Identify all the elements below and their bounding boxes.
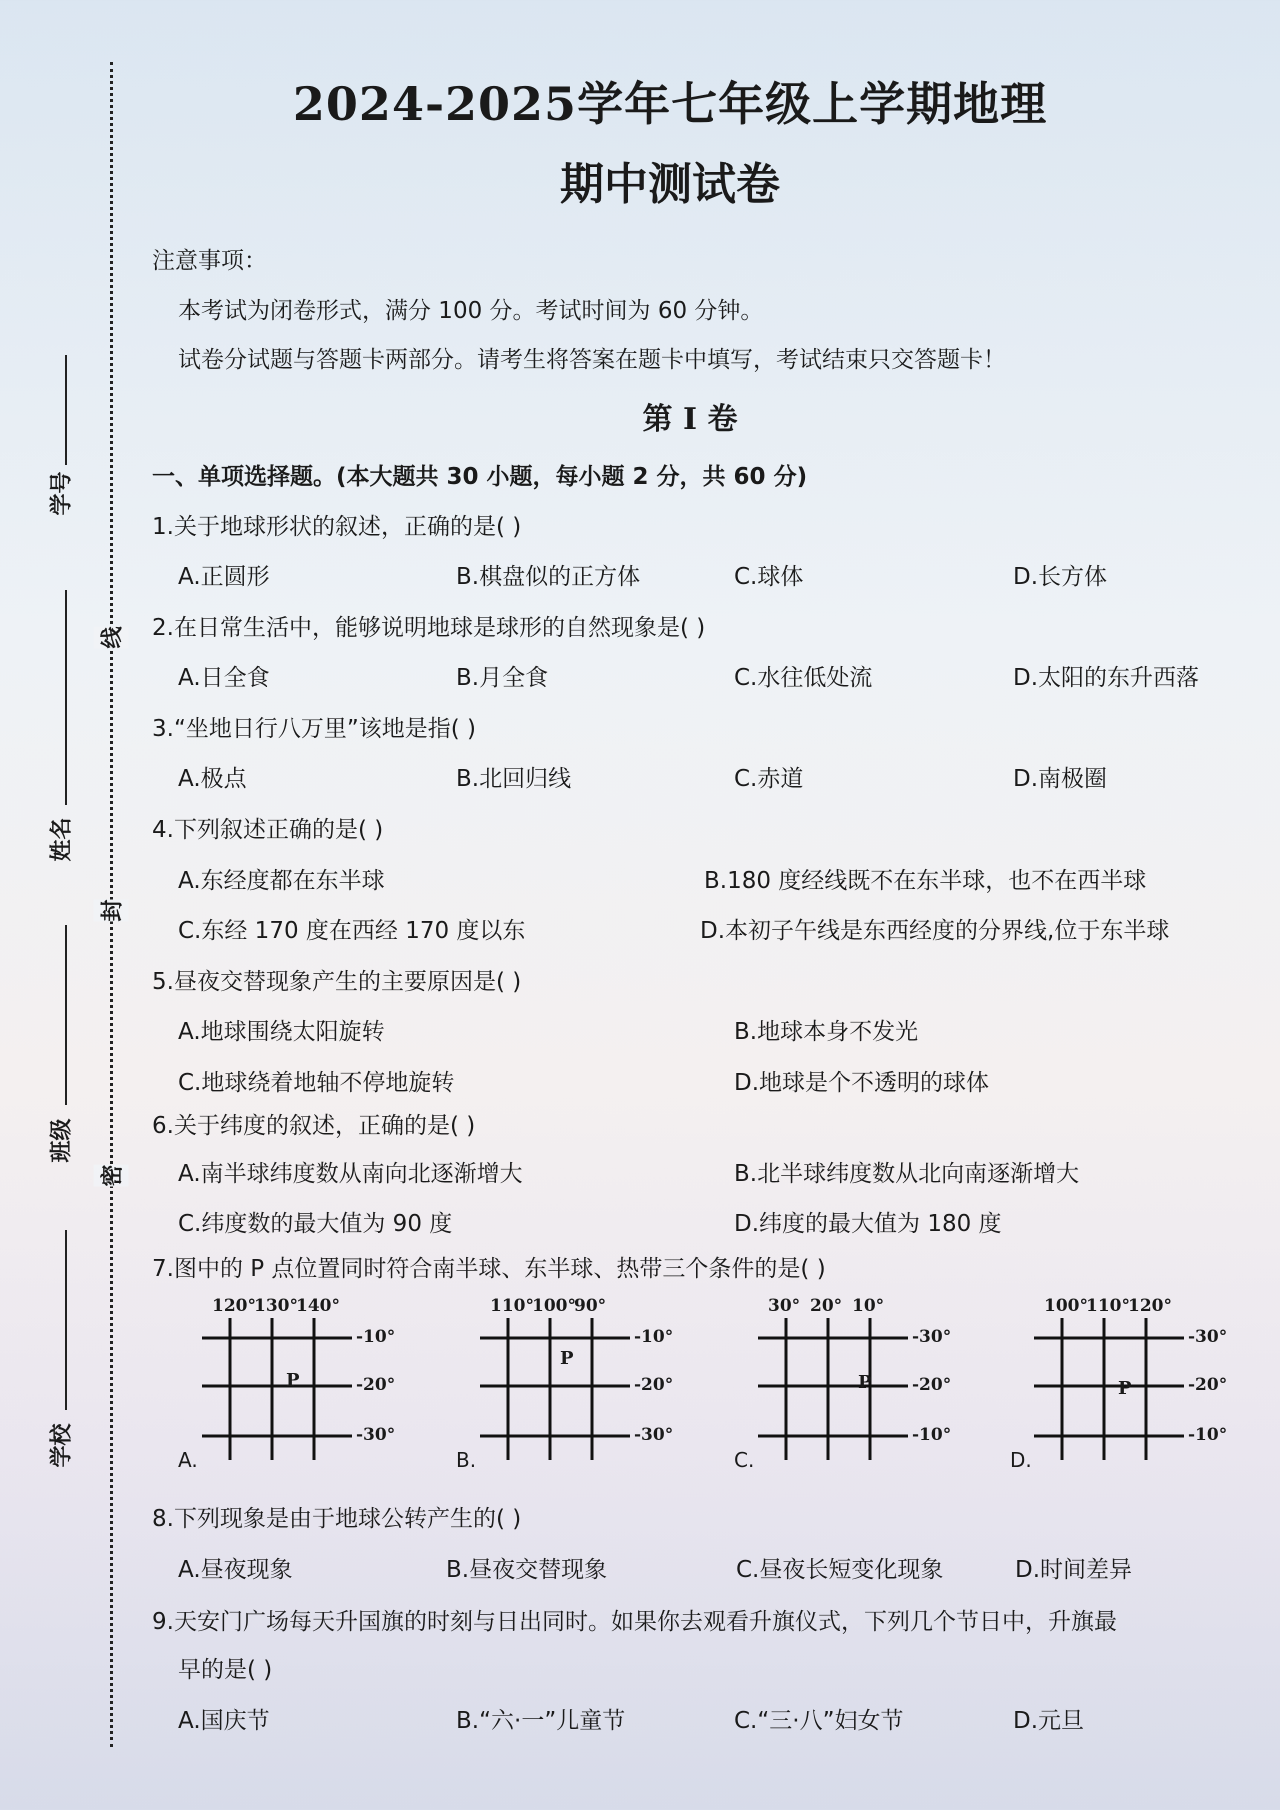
q5-option-d[interactable]: D.地球是个不透明的球体: [734, 1070, 990, 1096]
q7-option-letter[interactable]: D.: [1010, 1448, 1032, 1472]
q7-point-p: P: [1118, 1378, 1132, 1399]
q7-latitude-label: -10°: [356, 1327, 396, 1347]
q4-option-d[interactable]: D.本初子午线是东西经度的分界线,位于东半球: [700, 918, 1170, 944]
student-id-label: 学号: [49, 471, 75, 516]
q8-option-c[interactable]: C.昼夜长短变化现象: [736, 1557, 944, 1583]
q7-longitude-label: 120°: [212, 1296, 256, 1316]
q7-point-p: P: [286, 1370, 300, 1391]
section-title: 第 I 卷: [642, 402, 738, 437]
question-8-stem: 8.下列现象是由于地球公转产生的( ): [152, 1506, 522, 1532]
q9-option-c[interactable]: C.“三·八”妇女节: [734, 1708, 904, 1734]
q9-option-a[interactable]: A.国庆节: [178, 1708, 270, 1734]
q6-option-b[interactable]: B.北半球纬度数从北向南逐渐增大: [734, 1161, 1080, 1187]
q6-option-d[interactable]: D.纬度的最大值为 180 度: [734, 1211, 1002, 1237]
q7-latitude-label: -20°: [356, 1375, 396, 1395]
question-1-stem: 1.关于地球形状的叙述，正确的是( ): [152, 514, 522, 540]
exam-subtitle: 期中测试卷: [560, 159, 780, 210]
q4-option-c[interactable]: C.东经 170 度在西经 170 度以东: [178, 918, 526, 944]
q7-longitude-label: 100°: [1044, 1296, 1088, 1316]
question-6-stem: 6.关于纬度的叙述，正确的是( ): [152, 1113, 476, 1139]
q2-option-c[interactable]: C.水往低处流: [734, 665, 873, 691]
q7-latitude-label: -20°: [1188, 1375, 1228, 1395]
question-2-stem: 2.在日常生活中，能够说明地球是球形的自然现象是( ): [152, 615, 706, 641]
q7-latitude-label: -20°: [912, 1375, 952, 1395]
seal-char-xian: 线: [94, 626, 129, 648]
q7-latitude-label: -10°: [1188, 1425, 1228, 1445]
q2-option-a[interactable]: A.日全食: [178, 665, 270, 691]
q7-latitude-label: -30°: [634, 1425, 674, 1445]
q7-latitude-label: -10°: [912, 1425, 952, 1445]
seal-char-feng: 封: [94, 899, 129, 921]
q5-option-b[interactable]: B.地球本身不发光: [734, 1019, 919, 1045]
section-heading: 一、单项选择题。(本大题共 30 小题，每小题 2 分，共 60 分): [152, 464, 808, 490]
q7-option-letter[interactable]: C.: [734, 1448, 755, 1472]
q7-option-letter[interactable]: A.: [178, 1448, 198, 1472]
q1-option-b[interactable]: B.棋盘似的正方体: [456, 564, 641, 590]
q7-latitude-label: -30°: [356, 1425, 396, 1445]
q7-longitude-label: 120°: [1128, 1296, 1172, 1316]
question-5-stem: 5.昼夜交替现象产生的主要原因是( ): [152, 969, 522, 995]
q7-latitude-label: -20°: [634, 1375, 674, 1395]
question-9-stem-line-2: 早的是( ): [178, 1657, 273, 1683]
q6-option-c[interactable]: C.纬度数的最大值为 90 度: [178, 1211, 453, 1237]
q7-longitude-label: 110°: [490, 1296, 534, 1316]
q1-option-c[interactable]: C.球体: [734, 564, 804, 590]
q7-latitude-label: -10°: [634, 1327, 674, 1347]
q9-option-d[interactable]: D.元旦: [1013, 1708, 1085, 1734]
question-7-stem: 7.图中的 P 点位置同时符合南半球、东半球、热带三个条件的是( ): [152, 1256, 826, 1282]
q1-option-d[interactable]: D.长方体: [1013, 564, 1108, 590]
q1-option-a[interactable]: A.正圆形: [178, 564, 270, 590]
q2-option-d[interactable]: D.太阳的东升西落: [1013, 665, 1200, 691]
notice-heading: 注意事项：: [152, 248, 267, 274]
q4-option-b[interactable]: B.180 度经线既不在东半球，也不在西半球: [704, 868, 1147, 894]
q7-latitude-label: -30°: [912, 1327, 952, 1347]
q7-longitude-label: 10°: [852, 1296, 885, 1316]
q3-option-a[interactable]: A.极点: [178, 766, 247, 792]
q6-option-a[interactable]: A.南半球纬度数从南向北逐渐增大: [178, 1161, 523, 1187]
q7-longitude-label: 30°: [768, 1296, 801, 1316]
q7-longitude-label: 20°: [810, 1296, 843, 1316]
q8-option-d[interactable]: D.时间差异: [1015, 1557, 1133, 1583]
q2-option-b[interactable]: B.月全食: [456, 665, 549, 691]
q7-longitude-label: 130°: [254, 1296, 298, 1316]
q8-option-a[interactable]: A.昼夜现象: [178, 1557, 293, 1583]
q4-option-a[interactable]: A.东经度都在东半球: [178, 868, 385, 894]
q7-longitude-label: 140°: [296, 1296, 340, 1316]
q7-option-letter[interactable]: B.: [456, 1448, 477, 1472]
question-4-stem: 4.下列叙述正确的是( ): [152, 817, 384, 843]
exam-title: 2024-2025学年七年级上学期地理: [292, 77, 1048, 131]
q3-option-d[interactable]: D.南极圈: [1013, 766, 1108, 792]
class-label: 班级: [49, 1118, 75, 1163]
q7-longitude-label: 100°: [532, 1296, 576, 1316]
name-label: 姓名: [49, 817, 75, 862]
notice-line-2: 试卷分试题与答题卡两部分。请考生将答案在题卡中填写，考试结束只交答题卡！: [178, 347, 1006, 373]
q7-longitude-label: 110°: [1086, 1296, 1130, 1316]
seal-char-mi: 密: [94, 1164, 129, 1186]
question-3-stem: 3.“坐地日行八万里”该地是指( ): [152, 716, 477, 742]
q3-option-b[interactable]: B.北回归线: [456, 766, 572, 792]
q5-option-c[interactable]: C.地球绕着地轴不停地旋转: [178, 1070, 455, 1096]
q7-longitude-label: 90°: [574, 1296, 607, 1316]
question-9-stem-line-1: 9.天安门广场每天升国旗的时刻与日出同时。如果你去观看升旗仪式，下列几个节日中，升旗最: [152, 1609, 1117, 1635]
notice-line-1: 本考试为闭卷形式，满分 100 分。考试时间为 60 分钟。: [178, 298, 764, 324]
q9-option-b[interactable]: B.“六·一”儿童节: [456, 1708, 626, 1734]
school-label: 学校: [49, 1423, 75, 1468]
q5-option-a[interactable]: A.地球围绕太阳旋转: [178, 1019, 385, 1045]
q8-option-b[interactable]: B.昼夜交替现象: [446, 1557, 608, 1583]
q7-latitude-label: -30°: [1188, 1327, 1228, 1347]
q7-point-p: P: [858, 1372, 872, 1393]
q3-option-c[interactable]: C.赤道: [734, 766, 804, 792]
q7-point-p: P: [560, 1348, 574, 1369]
